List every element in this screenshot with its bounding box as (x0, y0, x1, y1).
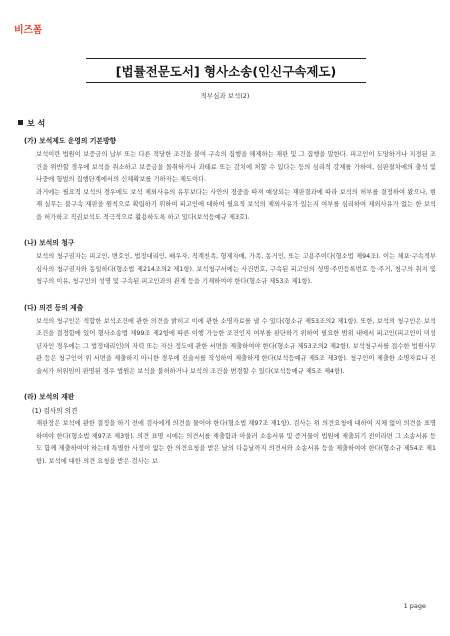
section-heading-ra: (라) 보석의 재판 (24, 393, 75, 401)
page-number: 1 page (403, 602, 426, 610)
paragraph: 보석의 청구권자는 피고인, 변호인, 법정대리인, 배우자, 직계친족, 형제자매, 가족, 동거인, 또는 고용주이다(형소법 제94조). 이는 체포·구속적부심사의 청구권자와 동일하다(형소법 제214조의2 제1항). 보석청구서에는 사건번호, 구속된 피고인의 성명·주민등록번호 등·주거, 청구의 취지 및 청구의 이유, 청구인의 성명 및 구속된 피고인과의 관계 등을 기재하여야 한다(형소규 제53조 제1항). (36, 253, 436, 285)
section-heading-da: (다) 의견 등의 제출 (24, 303, 84, 312)
document-subtitle: 적부심과 보석(2) (200, 92, 250, 100)
main-heading-text: 보 석 (27, 119, 46, 128)
square-bullet-icon (18, 120, 23, 125)
subsection-heading: (1) 검사의 의견 (32, 407, 78, 415)
main-heading (18, 118, 436, 129)
brand-logo: 비즈폼 (14, 25, 43, 36)
document-title: [법률전문도서] 형사소송(인신구속제도) (86, 58, 366, 83)
section-heading-ga: (가) 보석제도 운영의 기본방향 (24, 137, 117, 145)
paragraph: 과거에는 필요적 보석의 경우에도 보석 제외사유의 유무보다는 사안의 경중을 따져 예상되는 재판결과에 따라 보석의 허부를 결정하여 왔으나, 현재 실무는 불구속 재판을 원칙으로 확립하기 위하여 피고인에 대하여 필요적 보석의 제외사유가 있는지 여부를 심리하여 제외사유가 없는 한 보석을 허가하고 직권보석도 적극적으로 활용하도록 하고 있다(보석등예규 제3호). (36, 188, 436, 221)
section-heading-na: (나) 보석의 청구 (24, 239, 75, 247)
paragraph: 보석이란 법원이 보증금의 납부 또는 다른 적당한 조건을 붙여 구속의 집행을 해제하는 재판 및 그 집행을 말한다. 피고인이 도망하거나 지정된 조건을 위반할 경우에 보석을 취소하고 보증금을 몰취하거나 과태료 또는 감치에 처할 수 있다는 등의 심리적 강제를 가하여, 심판절차에의 출석 및 나중에 형벌의 집행단계에서의 신체확보를 기하자는 제도이다. (36, 151, 436, 183)
document-body (18, 118, 436, 468)
paragraph: 보석의 청구인은 적합한 보석조건에 관한 의견을 밝히고 이에 관한 소명자료를 낼 수 있다(형소규 제53조의2 제1항). 또한, 보석의 청구인은 보석조건을 결정함에 있어 형사소송법 제99조 제2항에 따른 이행 가능한 조건인지 여부를 판단하기 위하여 필요한 범위 내에서 피고인(피고인이 미성년자인 경우에는 그 법정대리인)의 자력 또는 자산 정도에 관한 서면을 제출하여야 한다(형소규 제53조의2 제2항). 보석청구서를 접수한 법원사무관 등은 청구인이 위 서면을 제출하지 아니한 경우에 진술서를 작성하여 제출하게 한다(보석등예규 제5조 제3항). 청구인이 제출한 소명자료나 진술서가 허위임이 판명된 경우 법원은 보석을 불허하거나 보석의 조건을 변경할 수 있다(보석등예규 제5조 제4항). (36, 317, 436, 375)
paragraph: 재판장은 보석에 관한 결정을 하기 전에 검사에게 의견을 물어야 한다(형소법 제97조 제1항). 검사는 위 의견요청에 대하여 지체 없이 의견을 표명하여야 한다(형소법 제97조 제3항). 의견 표명 시에는 의견서를 제출함과 아울러 소송서류 및 증거물이 법원에 제출되기 전이라면 그 소송서류 등도 함께 제출하여야 하는데 특별한 사정이 없는 한 의견요청을 받은 날의 다음날까지 의견서와 소송서류 등을 제출하여야 한다(형소규 제54조 제1항). 보석에 대한 의견 요청을 받은 검사는 보 (36, 420, 436, 465)
